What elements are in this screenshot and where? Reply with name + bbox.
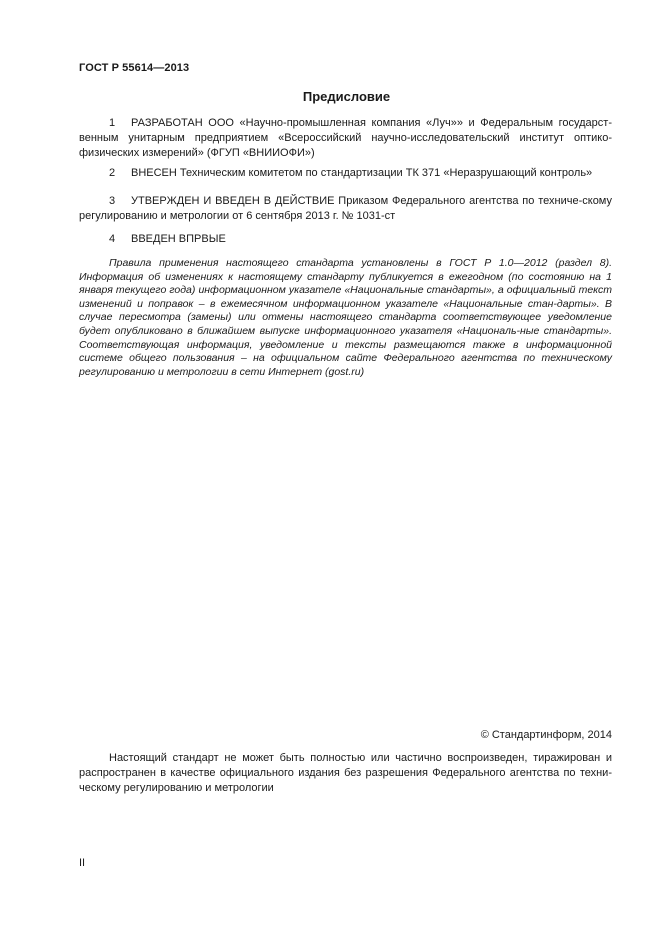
reproduction-rights-notice: Настоящий стандарт не может быть полностью или частично воспроизведен, тиражирован и распространен в качестве официального издания без разрешения Федерального агентства по техни-ческому регулированию и метрологии: [79, 752, 612, 794]
list-item-number: 3: [109, 195, 116, 207]
list-item-number: 1: [109, 117, 116, 129]
page-number: II: [79, 857, 86, 869]
page-title-text: Предисловие: [302, 89, 391, 104]
list-item: [79, 166, 612, 181]
list-item: [79, 232, 612, 247]
page-title: [0, 89, 661, 104]
list-item-text: ВНЕСЕН Техническим комитетом по стандартизации ТК 371 «Неразрушающий контроль»: [131, 167, 593, 179]
list-item-text: ВВЕДЕН ВПРВЫЕ: [131, 233, 226, 245]
list-item: [79, 116, 612, 161]
list-item-number: 2: [109, 167, 116, 179]
list-item-text: УТВЕРЖДЕН И ВВЕДЕН В ДЕЙСТВИЕ Приказом Федерального агентства по техниче-скому регулированию и метрологии от 6 сентября 2013 г. № 1031-ст: [79, 195, 612, 222]
standard-code: ГОСТ Р 55614—2013: [79, 62, 190, 74]
copyright-notice: © Стандартинформ, 2014: [480, 729, 612, 741]
list-item-text: РАЗРАБОТАН ООО «Научно-промышленная компания «Луч»» и Федеральным государст-венным унитарным предприятием «Всероссийский научно-исследовательский институт оптико-физических измерений» (ФГУП «ВНИИОФИ»): [79, 117, 612, 159]
application-rules-notice: Правила применения настоящего стандарта установлены в ГОСТ Р 1.0—2012 (раздел 8). Информация об изменениях к настоящему стандарту публикуется в ежегодном (по состоянию на 1 января текущего года) информационном указателе «Национальные стандарты», а официальный текст изменений и поправок – в ежемесячном информационном указателе «Национальные стан-дарты». В случае пересмотра (замены) или отмены настоящего стандарта соответствующее уведомление будет опубликовано в ближайшем выпуске информационного указателя «Националь-ные стандарты». Соответствующая информация, уведомление и тексты размещаются также в информационной системе общего пользования – на официальном сайте Федерального агентства по техническому регулированию и метрологии в сети Интернет (gost.ru): [79, 257, 612, 378]
list-item-number: 4: [109, 233, 116, 245]
list-item: [79, 194, 612, 224]
